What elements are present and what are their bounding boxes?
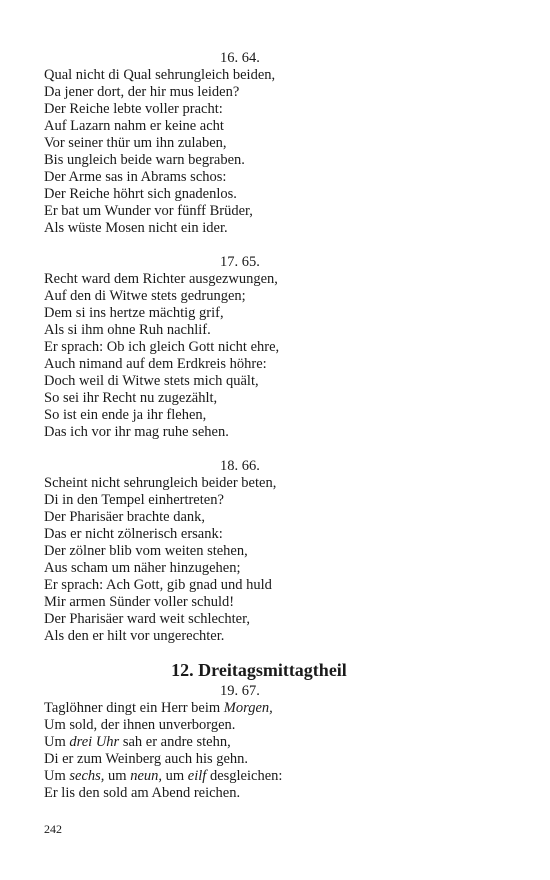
section-heading: 12. Dreitagsmittagtheil	[171, 660, 347, 680]
text-run: Um sold, der ihnen unverborgen.	[44, 717, 236, 733]
verse-line	[44, 734, 514, 751]
stanza	[44, 50, 514, 237]
text-run: sah er andre stehn,	[119, 734, 231, 750]
stanzas-container	[44, 50, 514, 645]
verse-line: So sei ihr Recht nu zugezählt,	[44, 390, 218, 406]
verse-line: Der Pharisäer brachte dank,	[44, 509, 206, 525]
stanza-number: 17. 65.	[220, 254, 260, 270]
poem-page	[44, 50, 514, 802]
verse-line: Der Reiche lebte voller pracht:	[44, 101, 223, 117]
verse-line: Mir armen Sünder voller schuld!	[44, 594, 235, 610]
text-run: Er lis den sold am Abend reichen.	[44, 785, 241, 801]
verse-line: Er bat um Wunder vor fünff Brüder,	[44, 203, 253, 219]
verse-line	[44, 768, 514, 785]
italic-text: eilf	[187, 768, 207, 784]
verse-line: Er sprach: Ach Gott, gib gnad und huld	[44, 577, 272, 593]
italic-text: Morgen,	[223, 700, 273, 716]
stanza	[44, 458, 514, 645]
verse-line: Scheint nicht sehrungleich beider beten,	[44, 475, 277, 491]
stanza-number: 18. 66.	[220, 458, 260, 474]
text-run: um	[162, 768, 188, 784]
stanza	[44, 254, 514, 441]
text-run: Di er zum Weinberg auch his gehn.	[44, 751, 249, 767]
verse-line: So ist ein ende ja ihr flehen,	[44, 407, 207, 423]
verse-line: Der zölner blib vom weiten stehen,	[44, 543, 248, 559]
section-stanza	[44, 700, 514, 802]
verse-line	[44, 751, 514, 768]
verse-line: Auf den di Witwe stets gedrungen;	[44, 288, 246, 304]
text-run: Um	[44, 768, 70, 784]
verse-line: Als den er hilt vor ungerechter.	[44, 628, 225, 644]
stanza-number: 19. 67.	[220, 683, 260, 699]
verse-line: Das er nicht zölnerisch ersank:	[44, 526, 223, 542]
verse-line: Doch weil di Witwe stets mich quält,	[44, 373, 259, 389]
verse-line: Als si ihm ohne Ruh nachlif.	[44, 322, 211, 338]
verse-line: Als wüste Mosen nicht ein ider.	[44, 220, 228, 236]
text-run: um	[104, 768, 131, 784]
verse-line: Bis ungleich beide warn begraben.	[44, 152, 245, 168]
verse-line: Der Arme sas in Abrams schos:	[44, 169, 227, 185]
text-run: Um	[44, 734, 70, 750]
verse-line: Auf Lazarn nahm er keine acht	[44, 118, 224, 134]
stanza-gap	[44, 441, 514, 458]
italic-text: neun,	[130, 768, 163, 784]
verse-line: Di in den Tempel einhertreten?	[44, 492, 224, 508]
italic-text: drei Uhr	[69, 734, 120, 750]
stanza-number: 16. 64.	[220, 50, 260, 66]
verse-line: Der Reiche höhrt sich gnadenlos.	[44, 186, 237, 202]
page-number: 242	[44, 822, 62, 836]
verse-line	[44, 785, 514, 802]
text-run: Taglöhner dingt ein Herr beim	[44, 700, 224, 716]
verse-line: Qual nicht di Qual sehrungleich beiden,	[44, 67, 276, 83]
verse-line: Recht ward dem Richter ausgezwungen,	[44, 271, 278, 287]
verse-line: Vor seiner thür um ihn zulaben,	[44, 135, 227, 151]
text-run: desgleichen:	[206, 768, 283, 784]
verse-line: Da jener dort, der hir mus leiden?	[44, 84, 240, 100]
verse-line: Der Pharisäer ward weit schlechter,	[44, 611, 250, 627]
stanza-gap	[44, 237, 514, 254]
verse-line: Er sprach: Ob ich gleich Gott nicht ehre,	[44, 339, 280, 355]
verse-line	[44, 700, 514, 717]
verse-line: Auch nimand auf dem Erdkreis höhre:	[44, 356, 267, 372]
verse-line: Aus scham um näher hinzugehen;	[44, 560, 241, 576]
verse-line	[44, 717, 514, 734]
verse-line: Das ich vor ihr mag ruhe sehen.	[44, 424, 229, 440]
italic-text: sechs,	[69, 768, 105, 784]
verse-line: Dem si ins hertze mächtig grif,	[44, 305, 224, 321]
